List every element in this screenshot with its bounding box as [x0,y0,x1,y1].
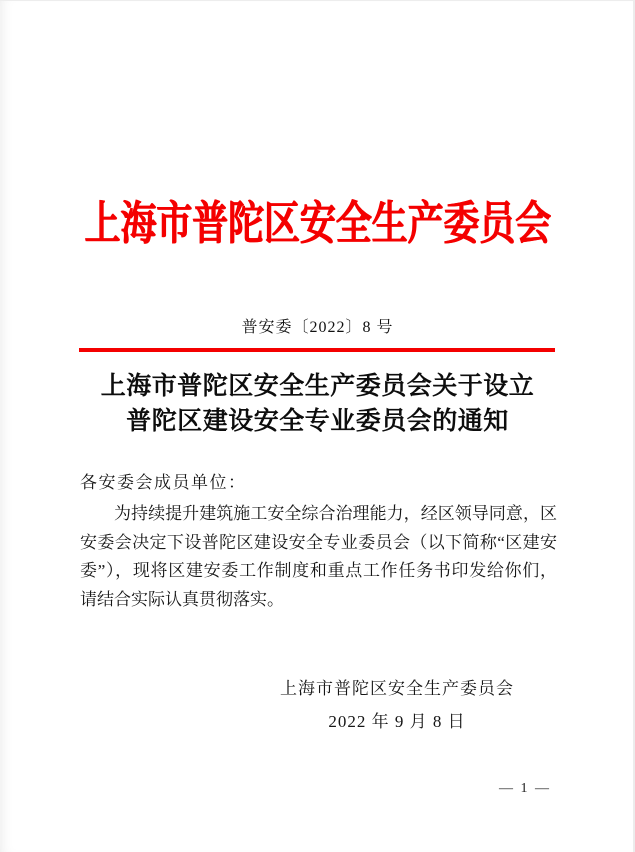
document-header-org-title: 上海市普陀区安全生产委员会 [84,198,551,249]
document-reference-number: 普安委〔2022〕8 号 [241,319,394,336]
body-line: 安委会决定下设普陀区建设安全专业委员会（以下简称“区建安 [80,532,557,552]
body-line: 请结合实际认真贯彻落实。 [80,589,284,609]
document-title-line-2: 普陀区建设安全专业委员会的通知 [126,408,509,435]
document-title [0,369,635,439]
signature-block [247,672,547,738]
body-paragraph [80,500,557,614]
body-line: 委”），现将区建安委工作制度和重点工作任务书印发给你们， [80,561,557,580]
signature-date: 2022 年 9 月 8 日 [328,712,466,731]
document-title-line-1: 上海市普陀区安全生产委员会关于设立 [100,373,535,400]
header-divider-rule [79,348,555,352]
salutation-line: 各安委会成员单位： [80,473,247,492]
page-number: — 1 — [499,781,551,796]
body-line: 为持续提升建筑施工安全综合治理能力，经区领导同意，区 [114,504,557,523]
signature-org-name: 上海市普陀区安全生产委员会 [280,679,514,698]
